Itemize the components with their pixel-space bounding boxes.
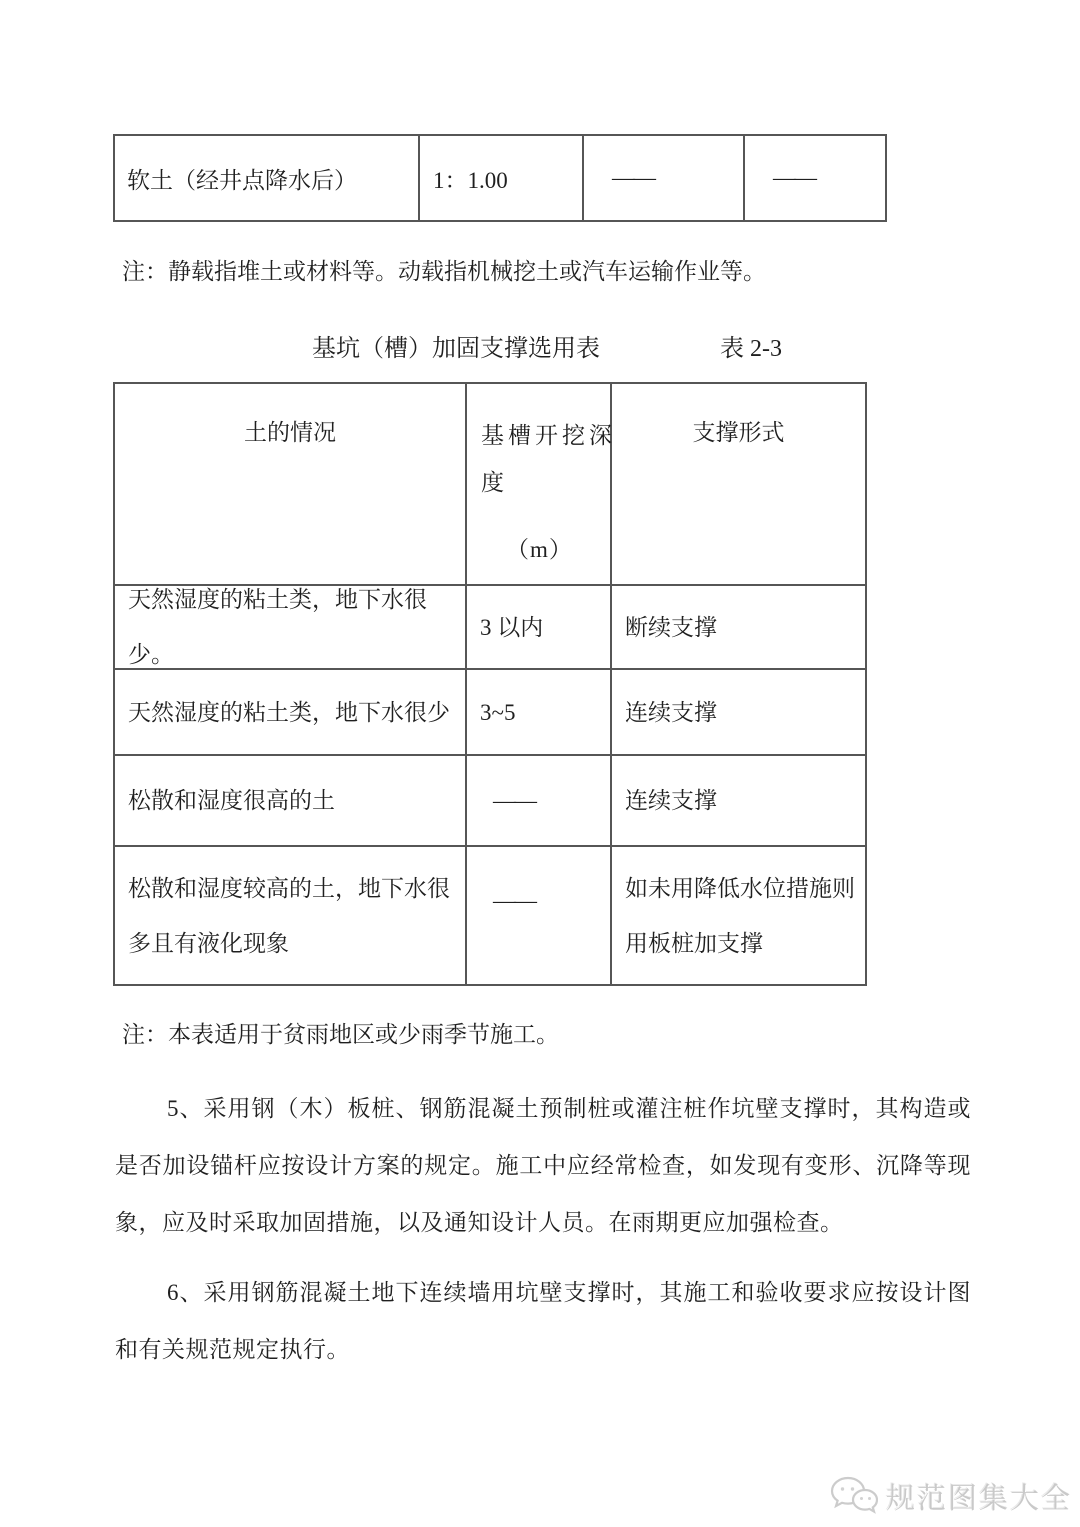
table-cell-depth: 3~5 [467, 670, 612, 756]
watermark [828, 1472, 1072, 1520]
watermark-text: 规范图集大全 [886, 1482, 1073, 1515]
table-cell-support: 连续支撑 [612, 756, 865, 847]
paragraph-5: 5、采用钢（木）板桩、钢筋混凝土预制桩或灌注桩作坑壁支撑时，其构造或是否加设锚杆应按设计方案的规定。施工中应经常检查，如发现有变形、沉降等现象，应及时采取加固措施，以及通知设计人员。在雨期更应加强检查。 [115, 1096, 971, 1235]
table-cell-support: 如未用降低水位措施则用板桩加支撑 [625, 875, 855, 956]
slope-ratio-table [113, 134, 887, 222]
table-cell-dash: —— [467, 847, 612, 984]
table-cell-ratio: 1：1.00 [420, 136, 584, 220]
table2-title: 基坑（槽）加固支撑选用表 [312, 336, 600, 362]
table2-note: 注：本表适用于贫雨地区或少雨季节施工。 [122, 1022, 559, 1047]
header-cell-soil-condition: 土的情况 [115, 384, 467, 586]
header-cell-support-form: 支撑形式 [612, 384, 865, 586]
table-cell-support: 连续支撑 [612, 670, 865, 756]
header-line: 度 [481, 470, 504, 495]
table2-number: 表 2-3 [720, 336, 782, 362]
table-cell-soil: 松散和湿度较高的土，地下水很多且有液化现象 [115, 847, 467, 984]
table-cell-support: 断续支撑 [612, 586, 865, 670]
table1-note: 注：静载指堆土或材料等。动载指机械挖土或汽车运输作业等。 [122, 259, 766, 284]
header-line: 基槽开挖深 [481, 423, 616, 448]
table-cell-soil: 天然湿度的粘土类，地下水很少 [115, 670, 467, 756]
table-cell-soil-type: 软土（经井点降水后） [115, 136, 420, 220]
table-cell-soil: 天然湿度的粘土类，地下水很少。 [115, 586, 467, 670]
header-cell-excavation-depth [467, 384, 616, 586]
table-cell-dash: —— [773, 165, 815, 190]
table-cell-dash: —— [467, 756, 612, 847]
table-cell-dash: —— [584, 136, 745, 220]
support-selection-table [113, 382, 867, 986]
header-unit: （m） [506, 537, 573, 562]
table-cell-soil: 松散和湿度很高的土 [115, 756, 467, 847]
paragraph-6: 6、采用钢筋混凝土地下连续墙用坑壁支撑时，其施工和验收要求应按设计图和有关规范规定执行。 [115, 1280, 971, 1362]
chat-bubbles-icon [828, 1475, 878, 1517]
table2-caption [0, 328, 1080, 362]
table-cell-depth: 3 以内 [467, 586, 612, 670]
